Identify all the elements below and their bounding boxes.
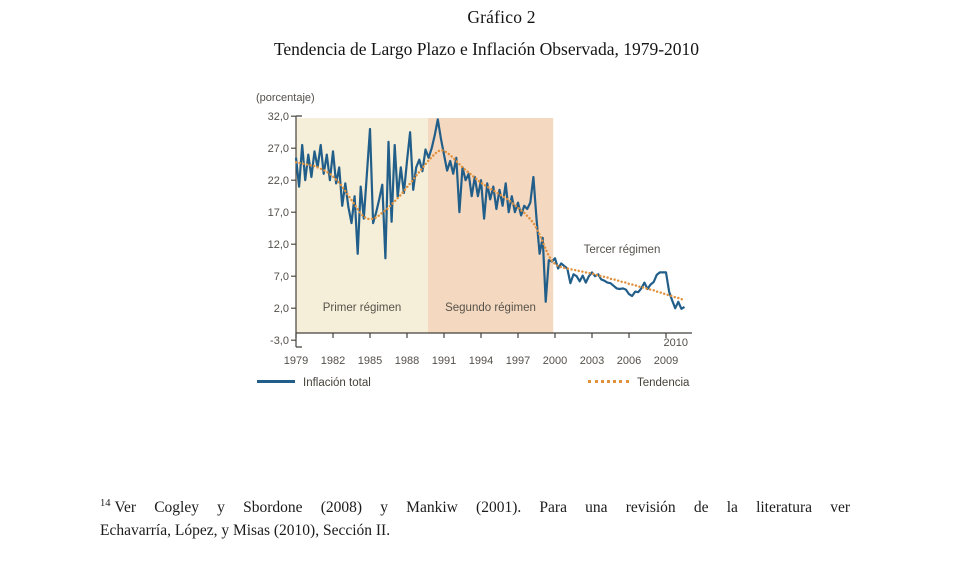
x-tick-label: 1994: [468, 355, 494, 367]
x-tick-label: 1988: [394, 355, 420, 367]
regime-label-tercer: Tercer régimen: [583, 244, 661, 256]
y-tick-label: 7,0: [273, 271, 289, 284]
y-tick-label: 17,0: [267, 207, 289, 220]
figure-number: Gráfico 2: [467, 7, 536, 27]
x-tick-label: 2009: [653, 355, 679, 367]
y-tick-label: 12,0: [267, 239, 289, 252]
footnote: [100, 496, 850, 542]
legend-item-tendencia: [588, 377, 689, 389]
x-tick-label: 1979: [283, 355, 309, 367]
x-tick-label: 2006: [616, 355, 642, 367]
legend-swatch-solid-line: [257, 380, 295, 383]
y-tick-label: 2,0: [273, 303, 289, 316]
y-tick-label: -3,0: [270, 335, 289, 348]
end-year-label: 2010: [663, 337, 688, 349]
inflation-trend-chart: [240, 85, 710, 400]
x-tick-label: 1985: [357, 355, 383, 367]
regime-band-2: [428, 118, 553, 333]
regime-label-primer: Primer régimen: [322, 302, 402, 314]
y-tick-label: 27,0: [267, 143, 289, 156]
figure-title: Tendencia de Largo Plazo e Inflación Observada, 1979-2010: [273, 39, 700, 59]
legend-swatch-dotted-line: [588, 380, 629, 383]
legend-item-inflacion: [257, 377, 371, 389]
y-tick-label: 22,0: [267, 175, 289, 188]
legend-label-inflacion: Inflación total: [303, 377, 371, 389]
x-tick-label: 2000: [542, 355, 568, 367]
x-tick-label: 1982: [320, 355, 346, 367]
y-axis-unit-label: (porcentaje): [256, 92, 315, 104]
x-tick-label: 2003: [579, 355, 605, 367]
x-axis: [296, 333, 692, 338]
legend-label-tendencia: Tendencia: [637, 377, 690, 389]
x-tick-label: 1991: [431, 355, 457, 367]
y-tick-label: 32,0: [267, 111, 289, 124]
footnote-line-1: [100, 496, 850, 519]
footnote-marker: 14: [100, 497, 111, 509]
regime-label-segundo: Segundo régimen: [445, 302, 536, 314]
footnote-text-1: Ver Cogley y Sbordone (2008) y Mankiw (2001). Para una revisión de la literatura ver: [114, 499, 850, 516]
footnote-line-2: Echavarría, López, y Misas (2010), Sección II.: [100, 522, 391, 539]
x-tick-label: 1997: [505, 355, 531, 367]
